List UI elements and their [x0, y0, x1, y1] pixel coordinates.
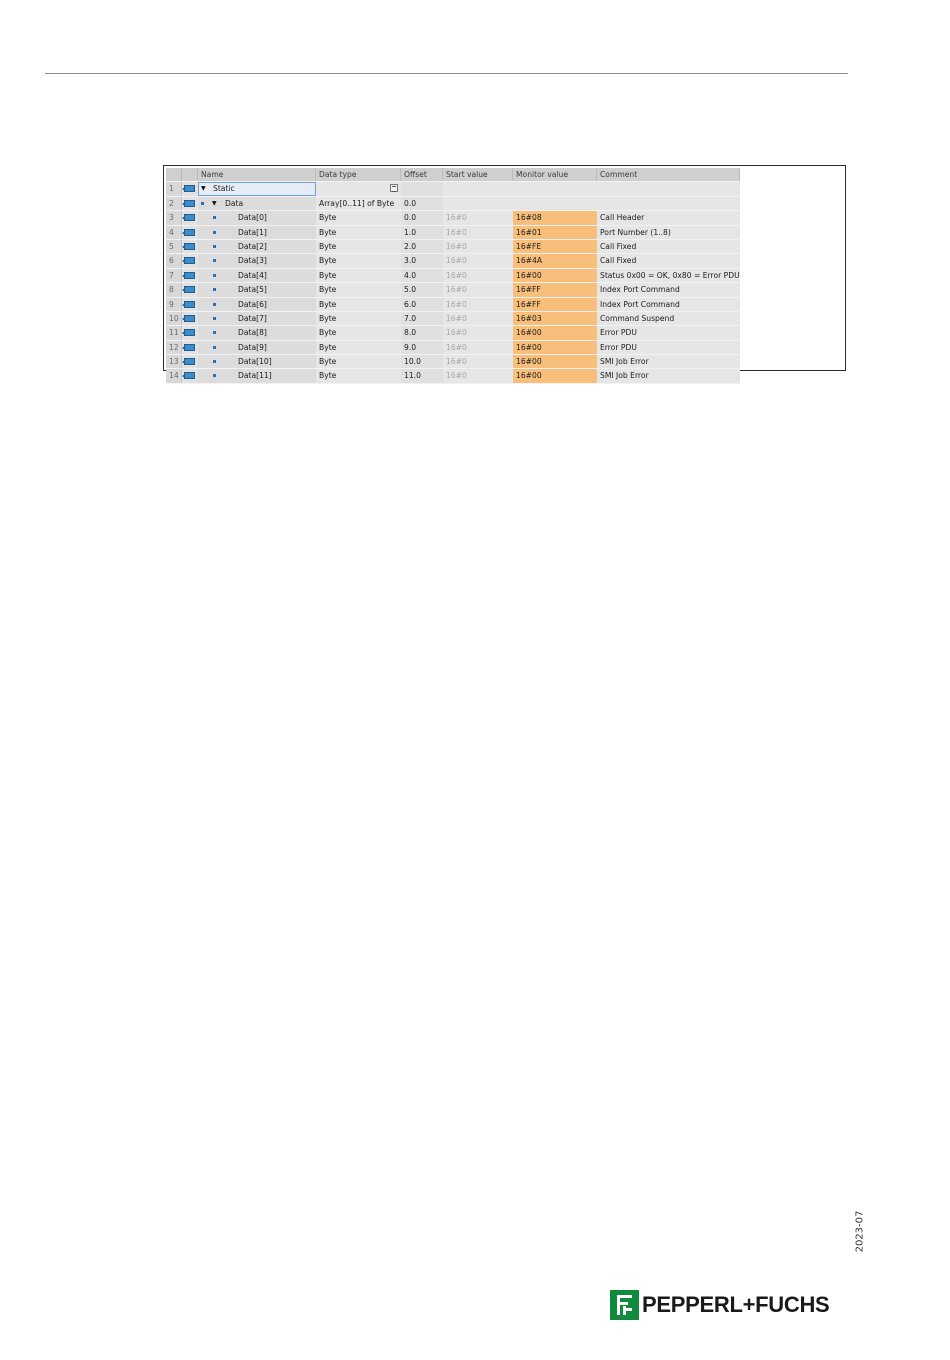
comment-cell[interactable]: Error PDU [597, 326, 740, 339]
comment-cell[interactable] [597, 197, 740, 210]
offset-cell[interactable]: 8.0 [401, 326, 443, 339]
monitor-value-cell[interactable]: 16#00 [513, 326, 597, 339]
row-icon-cell [182, 283, 198, 296]
comment-cell[interactable]: Index Port Command [597, 298, 740, 311]
bullet-icon [213, 274, 216, 277]
table-row[interactable] [166, 211, 740, 225]
row-number: 7 [166, 269, 182, 282]
row-number: 5 [166, 240, 182, 253]
offset-cell[interactable]: 4.0 [401, 269, 443, 282]
monitor-value-cell[interactable]: 16#FF [513, 283, 597, 296]
table-row[interactable] [166, 226, 740, 240]
name-text: Data[7] [238, 313, 267, 323]
name-text: Data[5] [238, 285, 267, 295]
db-variable-icon [184, 243, 195, 250]
table-row[interactable] [166, 355, 740, 369]
start-value-cell[interactable]: 16#0 [443, 226, 513, 239]
table-row[interactable] [166, 326, 740, 340]
row-icon-cell [182, 269, 198, 282]
data-type-text: Byte [319, 313, 337, 323]
logo-mark-icon [610, 1290, 639, 1320]
db-variable-icon [184, 200, 195, 207]
data-type-cell[interactable] [316, 326, 401, 339]
data-type-cell[interactable] [316, 312, 401, 325]
start-value-cell[interactable] [443, 182, 513, 195]
db-variable-icon [184, 301, 195, 308]
start-value-cell[interactable]: 16#0 [443, 298, 513, 311]
name-text: Data[10] [238, 357, 272, 367]
bullet-icon [213, 374, 216, 377]
start-value-cell[interactable]: 16#0 [443, 240, 513, 253]
offset-cell[interactable]: 10.0 [401, 355, 443, 368]
bullet-icon [213, 259, 216, 262]
offset-cell[interactable]: 11.0 [401, 369, 443, 382]
offset-cell[interactable]: 0.0 [401, 197, 443, 210]
triangle-down-icon[interactable]: ▼ [201, 185, 206, 193]
db-table-screenshot [163, 165, 846, 381]
start-value-cell[interactable]: 16#0 [443, 269, 513, 282]
row-number: 3 [166, 211, 182, 224]
monitor-value-cell[interactable] [513, 182, 597, 195]
offset-cell[interactable]: 6.0 [401, 298, 443, 311]
name-cell[interactable] [198, 298, 316, 311]
comment-cell[interactable]: Error PDU [597, 341, 740, 354]
monitor-value-cell[interactable]: 16#FF [513, 298, 597, 311]
db-variable-icon [184, 358, 195, 365]
table-header-row [166, 168, 740, 182]
row-icon-cell [182, 341, 198, 354]
name-cell[interactable] [198, 312, 316, 325]
row-icon-cell [182, 226, 198, 239]
data-type-cell[interactable] [316, 211, 401, 224]
data-type-cell[interactable] [316, 226, 401, 239]
bullet-icon [213, 216, 216, 219]
table-row[interactable] [166, 341, 740, 355]
offset-cell[interactable]: 2.0 [401, 240, 443, 253]
offset-cell[interactable]: 9.0 [401, 341, 443, 354]
header-data-type[interactable]: Data type [316, 168, 401, 181]
triangle-down-icon[interactable]: ▼ [212, 199, 217, 207]
name-cell[interactable] [198, 283, 316, 296]
row-number: 13 [166, 355, 182, 368]
name-text: Data[11] [238, 371, 272, 381]
data-type-cell[interactable] [316, 254, 401, 267]
data-type-text: Byte [319, 328, 337, 338]
data-block-table [166, 168, 740, 384]
name-cell[interactable] [198, 269, 316, 282]
comment-cell[interactable]: Command Suspend [597, 312, 740, 325]
start-value-cell[interactable]: 16#0 [443, 283, 513, 296]
table-row[interactable] [166, 197, 740, 211]
comment-cell[interactable]: Call Header [597, 211, 740, 224]
row-icon-cell [182, 298, 198, 311]
row-icon-cell [182, 197, 198, 210]
monitor-value-cell[interactable]: 16#00 [513, 369, 597, 382]
data-type-cell[interactable] [316, 240, 401, 253]
name-cell[interactable] [198, 182, 316, 195]
data-type-text: Byte [319, 241, 337, 251]
data-type-cell[interactable] [316, 182, 401, 195]
name-cell[interactable] [198, 341, 316, 354]
db-variable-icon [184, 229, 195, 236]
name-text: Data[2] [238, 241, 267, 251]
row-icon-cell [182, 211, 198, 224]
name-text: Data[6] [238, 299, 267, 309]
monitor-value-cell[interactable]: 16#00 [513, 355, 597, 368]
header-rule [45, 73, 848, 74]
table-row[interactable] [166, 240, 740, 254]
comment-cell[interactable] [597, 182, 740, 195]
header-start-value[interactable]: Start value [443, 168, 513, 181]
comment-cell[interactable]: SMI Job Error [597, 355, 740, 368]
data-type-text: Byte [319, 371, 337, 381]
db-variable-icon [184, 315, 195, 322]
pepperl-fuchs-logo [610, 1289, 829, 1321]
name-cell[interactable] [198, 226, 316, 239]
header-row-number [166, 168, 182, 181]
db-variable-icon [184, 272, 195, 279]
row-number: 1 [166, 182, 182, 195]
name-cell[interactable] [198, 197, 316, 210]
row-number: 6 [166, 254, 182, 267]
table-row[interactable] [166, 283, 740, 297]
data-type-cell[interactable] [316, 269, 401, 282]
comment-cell[interactable]: Index Port Command [597, 283, 740, 296]
data-type-text: Byte [319, 213, 337, 223]
name-text: Data [225, 198, 244, 208]
offset-cell[interactable]: 3.0 [401, 254, 443, 267]
data-type-cell[interactable] [316, 341, 401, 354]
monitor-value-cell[interactable]: 16#00 [513, 269, 597, 282]
db-variable-icon [184, 257, 195, 264]
comment-cell[interactable]: Call Fixed [597, 254, 740, 267]
name-text: Data[9] [238, 342, 267, 352]
db-variable-icon [184, 372, 195, 379]
dropdown-button-icon[interactable] [390, 184, 398, 192]
monitor-value-cell[interactable]: 16#08 [513, 211, 597, 224]
name-text: Data[3] [238, 256, 267, 266]
monitor-value-cell[interactable]: 16#4A [513, 254, 597, 267]
row-number: 4 [166, 226, 182, 239]
bullet-icon [213, 288, 216, 291]
db-variable-icon [184, 329, 195, 336]
table-row[interactable] [166, 254, 740, 268]
name-cell[interactable] [198, 240, 316, 253]
row-icon-cell [182, 326, 198, 339]
monitor-value-cell[interactable]: 16#03 [513, 312, 597, 325]
bullet-icon [213, 331, 216, 334]
row-icon-cell [182, 355, 198, 368]
row-number: 11 [166, 326, 182, 339]
row-icon-cell [182, 240, 198, 253]
start-value-cell[interactable]: 16#0 [443, 326, 513, 339]
header-monitor-value[interactable]: Monitor value [513, 168, 597, 181]
bullet-icon [213, 360, 216, 363]
monitor-value-cell[interactable]: 16#00 [513, 341, 597, 354]
name-cell[interactable] [198, 326, 316, 339]
row-number: 8 [166, 283, 182, 296]
row-icon-cell [182, 182, 198, 195]
monitor-value-cell[interactable] [513, 197, 597, 210]
data-type-text: Byte [319, 285, 337, 295]
table-row[interactable] [166, 298, 740, 312]
header-icon-column [182, 168, 198, 181]
table-body [166, 182, 740, 383]
offset-cell[interactable]: 1.0 [401, 226, 443, 239]
name-text: Data[4] [238, 270, 267, 280]
offset-cell[interactable] [401, 182, 443, 195]
data-type-cell[interactable] [316, 298, 401, 311]
db-variable-icon [184, 214, 195, 221]
table-row[interactable] [166, 182, 740, 196]
start-value-cell[interactable]: 16#0 [443, 355, 513, 368]
data-type-text: Byte [319, 227, 337, 237]
db-variable-icon [184, 286, 195, 293]
bullet-icon [213, 245, 216, 248]
data-type-text: Byte [319, 256, 337, 266]
data-type-cell[interactable] [316, 283, 401, 296]
comment-cell[interactable]: SMI Job Error [597, 369, 740, 382]
row-icon-cell [182, 254, 198, 267]
start-value-cell[interactable]: 16#0 [443, 369, 513, 382]
bullet-icon [213, 303, 216, 306]
data-type-cell[interactable] [316, 197, 401, 210]
data-type-cell[interactable] [316, 369, 401, 382]
start-value-cell[interactable]: 16#0 [443, 341, 513, 354]
monitor-value-cell[interactable]: 16#01 [513, 226, 597, 239]
name-text: Data[8] [238, 328, 267, 338]
name-cell[interactable] [198, 369, 316, 382]
name-cell[interactable] [198, 254, 316, 267]
name-cell[interactable] [198, 211, 316, 224]
row-icon-cell [182, 369, 198, 382]
row-number: 12 [166, 341, 182, 354]
db-variable-icon [184, 185, 195, 192]
header-comment[interactable]: Comment [597, 168, 740, 181]
name-text: Data[1] [238, 227, 267, 237]
row-number: 14 [166, 369, 182, 382]
name-text: Static [213, 184, 235, 194]
monitor-value-cell[interactable]: 16#FE [513, 240, 597, 253]
name-text: Data[0] [238, 213, 267, 223]
comment-cell[interactable]: Port Number (1..8) [597, 226, 740, 239]
row-number: 2 [166, 197, 182, 210]
table-row[interactable] [166, 312, 740, 326]
bullet-icon [201, 202, 204, 205]
offset-cell[interactable]: 0.0 [401, 211, 443, 224]
data-type-text: Byte [319, 342, 337, 352]
header-offset[interactable]: Offset [401, 168, 443, 181]
db-variable-icon [184, 344, 195, 351]
table-row[interactable] [166, 269, 740, 283]
bullet-icon [213, 231, 216, 234]
offset-cell[interactable]: 5.0 [401, 283, 443, 296]
data-type-text: Byte [319, 299, 337, 309]
data-type-text: Array[0..11] of Byte [319, 198, 395, 208]
start-value-cell[interactable] [443, 197, 513, 210]
row-number: 10 [166, 312, 182, 325]
bullet-icon [213, 346, 216, 349]
start-value-cell[interactable]: 16#0 [443, 211, 513, 224]
comment-cell[interactable]: Call Fixed [597, 240, 740, 253]
name-cell[interactable] [198, 355, 316, 368]
row-icon-cell [182, 312, 198, 325]
document-date-code: 2023-07 [854, 1210, 866, 1253]
start-value-cell[interactable]: 16#0 [443, 312, 513, 325]
header-name[interactable]: Name [198, 168, 316, 181]
start-value-cell[interactable]: 16#0 [443, 254, 513, 267]
data-type-text: Byte [319, 270, 337, 280]
comment-cell[interactable]: Status 0x00 = OK, 0x80 = Error PDU [597, 269, 740, 282]
data-type-cell[interactable] [316, 355, 401, 368]
logo-wordmark: PEPPERL+FUCHS [642, 1292, 830, 1317]
offset-cell[interactable]: 7.0 [401, 312, 443, 325]
table-row[interactable] [166, 369, 740, 383]
data-type-text: Byte [319, 357, 337, 367]
bullet-icon [213, 317, 216, 320]
row-number: 9 [166, 298, 182, 311]
